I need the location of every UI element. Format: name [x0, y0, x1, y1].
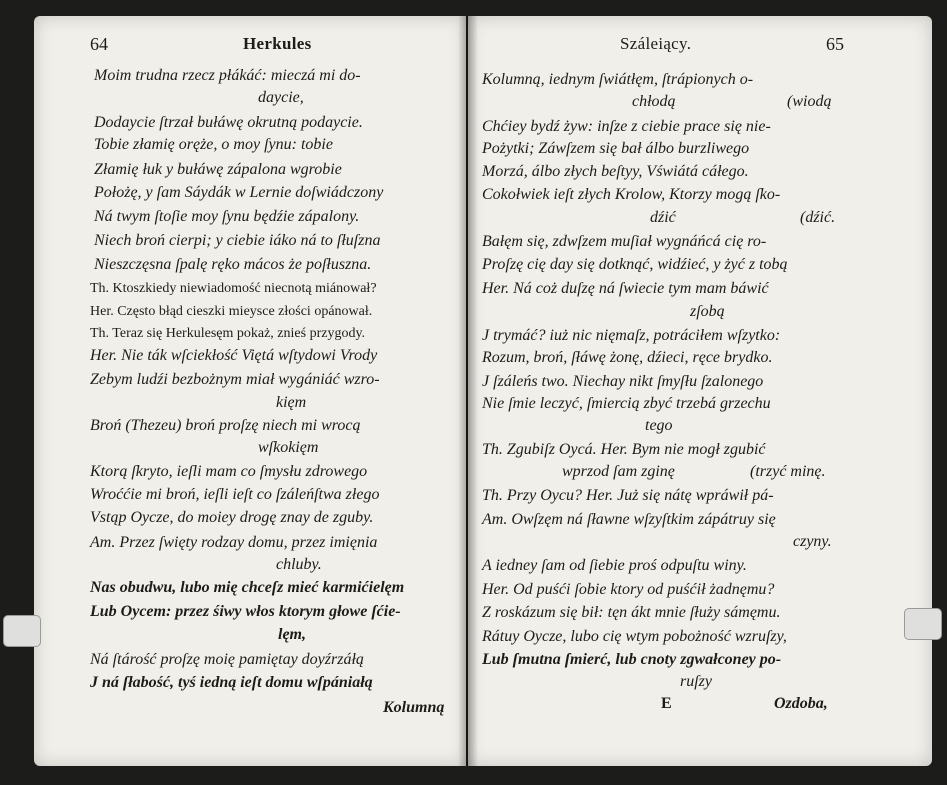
right-line: dźić — [650, 209, 676, 226]
right-running-head: Száleiący. — [620, 34, 692, 53]
left-clip — [3, 615, 41, 647]
left-line: Her. Nie ták wſciekłość Viętá wſtydowi Vrody — [90, 347, 378, 364]
right-line: Proſzę cię day się dotknąć, widźieć, y żyć z tobą — [482, 256, 788, 273]
right-line: ruſzy — [680, 673, 712, 690]
left-line: Dodaycie ſtrzał bułáwę okrutną podaycie. — [94, 114, 363, 131]
left-line: Her. Często błąd cieszki mieysce złości opánował. — [90, 304, 373, 319]
left-line: lęm, — [278, 626, 306, 643]
left-line: Th. Teraz się Herkulesęm pokaż, znieś przygody. — [90, 326, 366, 341]
right-line: Her. Ná coż duſzę ná ſwiecie tym mam báwić — [482, 280, 769, 297]
left-line: Ktorą ſkryto, ieſli mam co ſmysłu zdrowego — [90, 463, 368, 480]
left-line: Broń (Thezeu) broń proſzę niech mi wrocą — [90, 417, 361, 434]
right-line: Rátuy Oycze, lubo cię wtym pobożność wzruſzy, — [482, 628, 787, 645]
right-line: Th. Przy Oycu? Her. Już się nátę wpráwił pá- — [482, 487, 774, 504]
right-line: Morzá, álbo złych beſtyy, Vświátá cáłego. — [482, 163, 749, 180]
right-line: Bałęm się, zdwſzem muſiał wygnáńcá cię ro- — [482, 233, 767, 250]
left-line: daycie, — [258, 89, 304, 106]
book-gutter — [458, 16, 478, 766]
right-line: Pożytki; Záwſzem się bał álbo burzliwego — [482, 140, 750, 157]
right-line: Kolumną, iednym ſwiátłęm, ſtrápionych o- — [482, 71, 754, 88]
right-line: (wiodą — [787, 93, 832, 110]
left-line: Lub Oycem: przez śiwy włos ktorym głowe ſćie- — [90, 603, 401, 620]
left-page-number: 64 — [90, 34, 108, 54]
left-line: Położę, y ſam Sáydák w Lernie doſwiádczony — [94, 184, 384, 201]
right-line: czyny. — [793, 533, 832, 550]
left-line: Złamię łuk y bułáwę zápalona wgrobie — [94, 161, 342, 178]
right-line: tego — [645, 417, 673, 434]
right-line: J trymáć? iuż nic nięmaſz, potráciłem wſzytko: — [482, 327, 781, 344]
left-catchword: Kolumną — [383, 699, 445, 716]
left-line: Ná twym ſtoſie moy ſynu będźie zápalony. — [94, 208, 360, 225]
right-line: Am. Owſzęm ná ſławne wſzyſtkim zápátruy się — [482, 511, 776, 528]
left-line: Nieszczęsna ſpalę ręko mácos że poſłuszna. — [94, 256, 372, 273]
right-line: Cokołwiek ieſt złych Krolow, Ktorzy mogą ſko- — [482, 186, 781, 203]
left-line: Niech broń cierpi; y ciebie iáko ná to ſłuſzna — [94, 232, 381, 249]
right-line: A iedney ſam od ſiebie proś odpuſtu winy. — [482, 557, 747, 574]
right-page-number: 65 — [826, 34, 844, 54]
right-line: wprzod ſam zginę — [562, 463, 675, 480]
left-line: Am. Przez ſwięty rodzay domu, przez imięnia — [90, 534, 378, 551]
right-line: Z roskázum się bił: tęn ákt mnie ſłuży sámęmu. — [482, 604, 781, 621]
left-line: Vstąp Oycze, do moiey drogę znay de zguby. — [90, 509, 374, 526]
left-line: J ná ſłabość, tyś iedną ieſt domu wſpániałą — [90, 674, 373, 691]
right-line: Chćiey bydź żyw: inſze z ciebie prace się nie- — [482, 118, 771, 135]
signature-mark: E — [661, 695, 672, 712]
left-line: Wroććie mi broń, ieſli ieſt co ſzáleńſtwa złego — [90, 486, 380, 503]
left-line: Th. Ktoszkiedy niewiadomość niecnotą miánował? — [90, 281, 377, 296]
left-line: wſkokięm — [258, 439, 319, 456]
left-line: Ná ſtárość proſzę moię pamiętay doyźrzáłą — [90, 651, 364, 668]
right-line: J ſzáleńs two. Niechay nikt ſmyſłu ſzalonego — [482, 373, 764, 390]
right-line: Rozum, broń, ſłáwę żonę, dźieci, ręce brydko. — [482, 349, 773, 366]
left-line: Moim trudna rzecz płákáć: mieczá mi do- — [94, 67, 361, 84]
right-line: (dźić. — [800, 209, 836, 226]
right-line: zſobą — [690, 303, 725, 320]
right-clip — [904, 608, 942, 640]
right-line: Lub ſmutna ſmierć, lub cnoty zgwałconey po- — [482, 651, 782, 668]
right-line: Th. Zgubiſz Oycá. Her. Bym nie mogł zgubić — [482, 441, 766, 458]
right-line: (trzyć minę. — [750, 463, 826, 480]
left-line: chluby. — [276, 556, 322, 573]
right-line: chłodą — [632, 93, 676, 110]
left-line: Zebym ludźi bezbożnym miał wygániáć wzro- — [90, 371, 380, 388]
right-line: Her. Od puśći ſobie ktory od puśćił żadnęmu? — [482, 581, 775, 598]
right-catchword: Ozdoba, — [774, 695, 828, 712]
left-line: Nas obudwu, lubo mię chceſz mieć karmićielęm — [90, 579, 405, 596]
left-line: Tobie złamię oręże, o moy ſynu: tobie — [94, 136, 333, 153]
left-running-head: Herkules — [243, 34, 312, 53]
left-line: kięm — [276, 394, 307, 411]
right-line: Nie ſmie leczyć, ſmiercią zbyć trzebá grzechu — [482, 395, 771, 412]
